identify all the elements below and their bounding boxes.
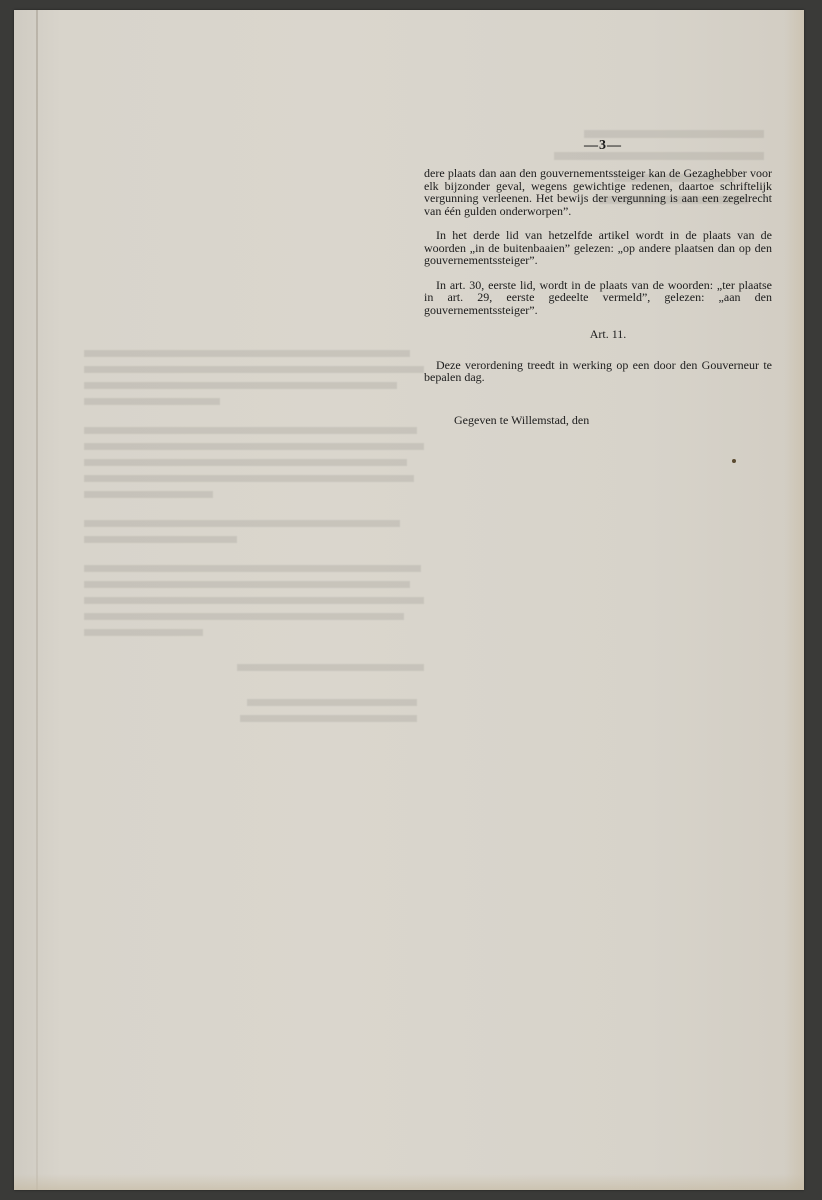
paragraph-article-30: In art. 30, eerste lid, wordt in de plaats van de woorden: „ter plaatse in art. 29, eerste gedeelte vermeld”, gelezen: „aan den gouvernementssteiger”. [424, 277, 772, 317]
paragraph-third-member: In het derde lid van hetzelfde artikel wordt in de plaats van de woorden „in de buitenbaaien” gelezen: „op andere plaatsen dan op den gouvernementssteiger”. [424, 228, 772, 267]
page-number: —3— [584, 138, 622, 153]
worn-bottom-edge [14, 1174, 804, 1190]
dateline: Gegeven te Willemstad, den [454, 412, 590, 427]
document-page [14, 10, 804, 1190]
paper-speck [732, 459, 736, 463]
bleed-through-text-left [84, 350, 424, 710]
article-heading: Art. 11. [589, 327, 627, 341]
body-text-column [424, 167, 772, 438]
paragraph-effective-date: Deze verordening treedt in werking op een door den Gouverneur te bepalen dag. [424, 357, 772, 384]
page-fold-shadow [36, 10, 38, 1190]
paragraph-continuation: dere plaats dan aan den gouvernementssteiger kan de Gezaghebber voor elk bijzonder geval, wegens gewichtige redenen, daartoe schriftelijk vergunning verleenen. Het bewijs der vergunning is aan een zegelrecht van één gulden onderworpen”. [424, 166, 772, 218]
